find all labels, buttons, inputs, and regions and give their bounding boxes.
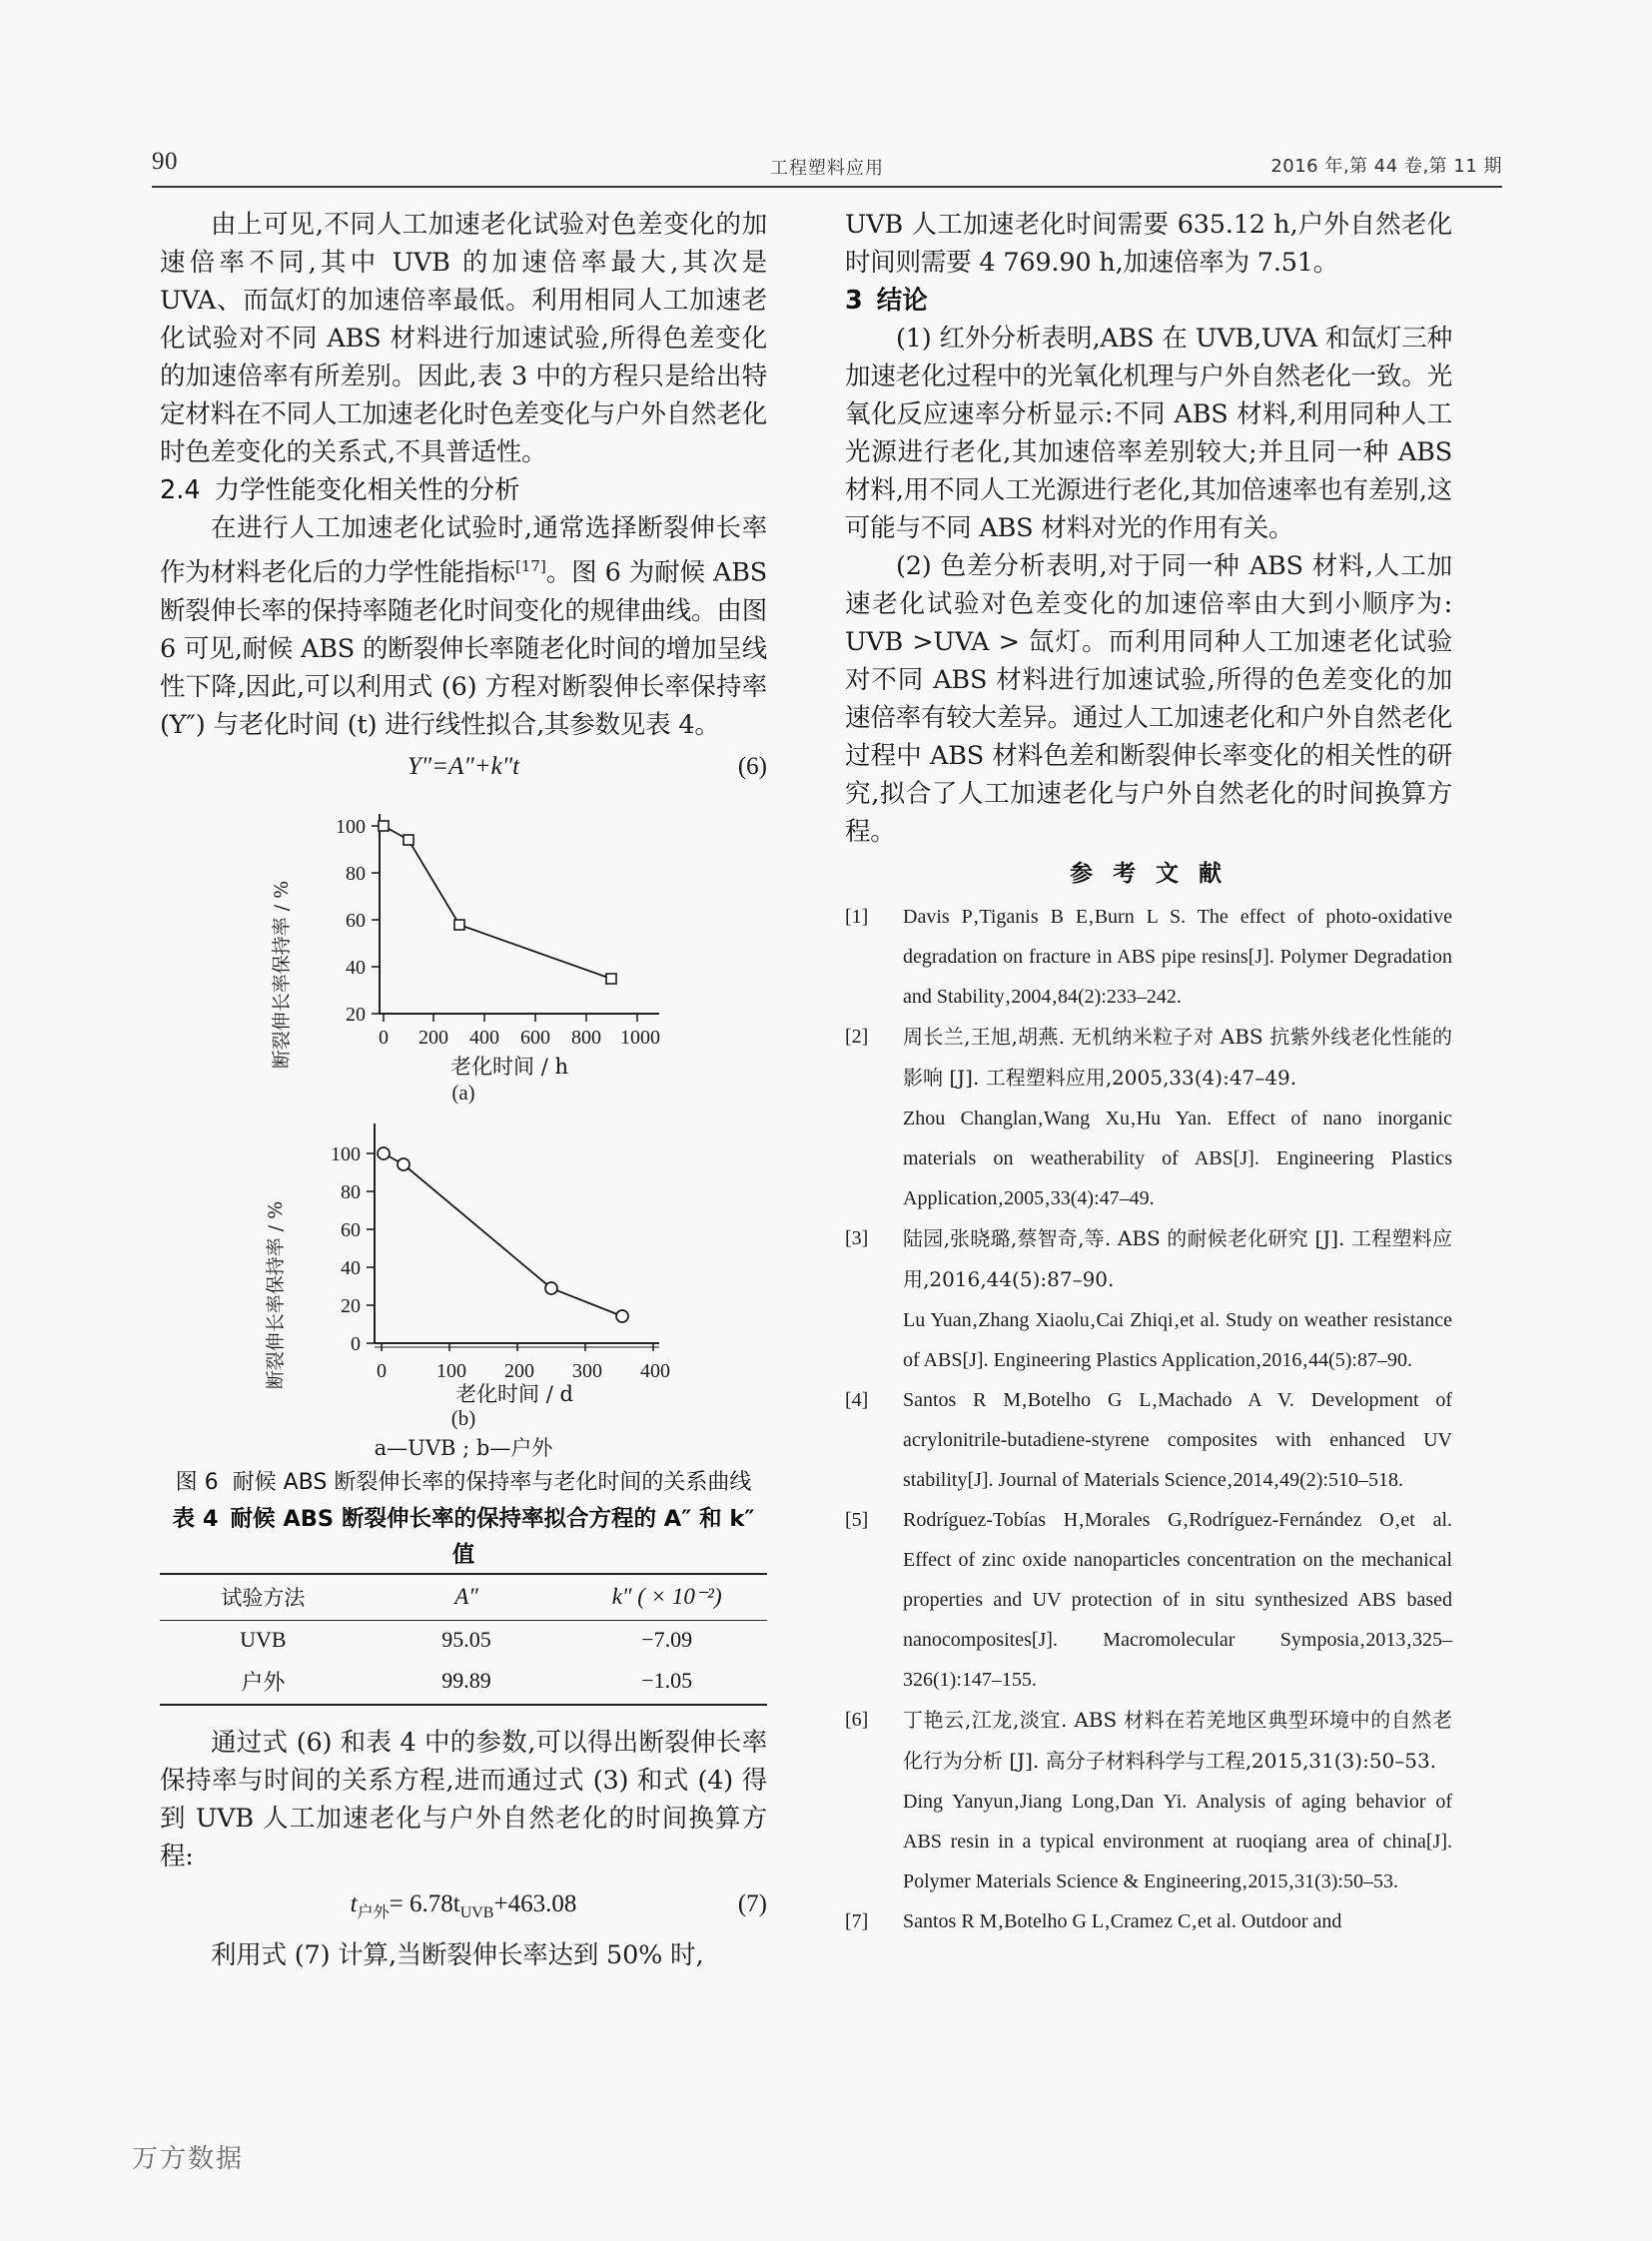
reference-item xyxy=(845,1901,1452,1941)
reference-index: [1] xyxy=(845,906,869,928)
watermark: 万方数据 xyxy=(132,2144,245,2174)
equation-6 xyxy=(160,744,767,790)
table-caption-text: 耐候 ABS 断裂伸长率的保持率拟合方程的 A″ 和 k″ 值 xyxy=(230,1505,755,1568)
svg-text:40: 40 xyxy=(346,956,366,979)
figure-caption-text: 耐候 ABS 断裂伸长率的保持率与老化时间的关系曲线 xyxy=(232,1469,752,1495)
paragraph-1: 由上可见‚不同人工加速老化试验对色差变化的加速倍率不同‚其中 UVB 的加速倍率最大‚其次是 UVA、而氙灯的加速倍率最低。利用相同人工加速老化试验对不同 ABS 材料进行加速试验‚所得色差变化的加速倍率有所差别。因此‚表 3 中的方程只是给出特定材料在不同人工加速老化时色差变化与户外自然老化时色差变化的关系式‚不具普适性。 xyxy=(160,210,767,467)
page-number: 90 xyxy=(152,148,178,175)
table-row xyxy=(160,1660,767,1705)
paragraph-2 xyxy=(160,509,767,744)
reference-text: Santos R M‚Botelho G L‚Machado A V. Development of acrylonitrile-butadiene-styrene composites with enhanced UV stability[J]. Journal of Materials Science‚2014‚49(2):510–518. xyxy=(903,1389,1452,1491)
equation-7 xyxy=(160,1881,767,1936)
chart-b-xlabel: 老化时间 / d xyxy=(455,1381,573,1405)
table-head xyxy=(160,1574,767,1621)
col-header-method: 试验方法 xyxy=(221,1585,306,1610)
cell-method: 户外 xyxy=(241,1669,286,1695)
paragraph-3: 通过式 (6) 和表 4 中的参数‚可以得出断裂伸长率保持率与时间的关系方程‚进而通过式 (3) 和式 (4) 得到 UVB 人工加速老化与户外自然老化的时间换算方程: xyxy=(160,1727,767,1871)
section-title: 结论 xyxy=(876,286,928,316)
reference-item xyxy=(845,1218,1452,1300)
paragraph-2-part-a: 在进行人工加速老化试验时‚通常选择断裂伸长率作为材料老化后的力学性能指标 xyxy=(160,513,767,588)
journal-title: 工程塑料应用 xyxy=(770,158,884,179)
figure-6 xyxy=(160,790,767,1501)
section-number: 2.4 xyxy=(160,475,201,505)
reference-item xyxy=(845,897,1452,1017)
svg-text:400: 400 xyxy=(640,1359,670,1382)
table-body xyxy=(160,1620,767,1705)
reference-index: [7] xyxy=(845,1910,869,1932)
paragraph-2: (1) 红外分析表明‚ABS 在 UVB‚UVA 和氙灯三种加速老化过程中的光氧化机理与户外自然老化一致。光氧化反应速率分析显示:不同 ABS 材料‚利用同种人工光源进行老化‚其加速倍率差别较大;并且同一种 ABS 材料‚用不同人工光源进行老化‚其加倍速率也有差别‚这可能与不同 ABS 材料对光的作用有关。 xyxy=(845,324,1452,543)
table-label: 表 4 xyxy=(172,1505,219,1532)
reference-index: [6] xyxy=(845,1709,869,1731)
chart-b-svg xyxy=(160,1106,767,1405)
svg-text:80: 80 xyxy=(341,1180,361,1203)
section-heading-2-4 xyxy=(160,471,767,509)
svg-text:60: 60 xyxy=(346,909,366,932)
reference-text: Davis P‚Tiganis B E‚Burn L S. The effect of photo-oxidative degradation on fracture in ABS pipe resins[J]. Polymer Degradation and Stability‚2004‚84(2):233–242. xyxy=(903,906,1452,1008)
reference-text: Ding Yanyun‚Jiang Long‚Dan Yi. Analysis of aging behavior of ABS resin in a typical environment at ruoqiang area of china[J]. Polymer Materials Science & Engineering‚2015‚31(3):50–53. xyxy=(903,1791,1452,1892)
svg-text:20: 20 xyxy=(346,1003,366,1026)
citation-marker: [17] xyxy=(514,557,546,575)
reference-item xyxy=(845,1017,1452,1099)
equation-6-body: Y″=A″+k″t xyxy=(407,752,520,780)
reference-text: 丁艳云‚江龙‚淡宜. ABS 材料在若羌地区典型环境中的自然老化行为分析 [J]. 高分子材料科学与工程‚2015‚31(3):50–53. xyxy=(903,1708,1452,1773)
chart-b-ylabel: 断裂伸长率保持率 / % xyxy=(265,1200,287,1389)
equation-7-lhs-sub: 户外 xyxy=(357,1903,390,1921)
table-4 xyxy=(160,1573,767,1706)
reference-item xyxy=(845,1500,1452,1700)
reference-item xyxy=(845,1300,1452,1380)
section-title: 力学性能变化相关性的分析 xyxy=(214,475,520,505)
table-caption xyxy=(160,1501,767,1573)
section-heading-3 xyxy=(845,282,1452,320)
chart-b-series-line xyxy=(384,1153,622,1316)
reference-text: 周长兰‚王旭‚胡燕. 无机纳米粒子对 ABS 抗紫外线老化性能的影响 [J]. 工程塑料应用‚2005‚33(4):47–49. xyxy=(903,1025,1452,1090)
svg-text:100: 100 xyxy=(331,1142,361,1165)
reference-text: 陆园‚张晓璐‚蔡智奇‚等. ABS 的耐候老化研究 [J]. 工程塑料应用‚2016‚44(5):87–90. xyxy=(903,1226,1452,1291)
chart-a-xlabel: 老化时间 / h xyxy=(450,1054,568,1079)
chart-b xyxy=(160,1106,767,1405)
equation-6-tag: (6) xyxy=(737,752,767,780)
svg-text:0: 0 xyxy=(351,1332,361,1355)
col-header-a: A″ xyxy=(454,1583,478,1609)
paragraph-4: 利用式 (7) 计算‚当断裂伸长率达到 50% 时‚ xyxy=(211,1939,704,1970)
svg-text:400: 400 xyxy=(469,1026,499,1049)
svg-text:60: 60 xyxy=(341,1218,361,1241)
svg-text:800: 800 xyxy=(571,1026,601,1049)
svg-text:100: 100 xyxy=(436,1359,466,1382)
paragraph-2-part-b: 。图 6 为耐候 ABS 断裂伸长率的保持率随老化时间变化的规律曲线。由图 6 可见‚耐候 ABS 的断裂伸长率随老化时间的增加呈线性下降‚因此‚可以利用式 (6) 方程对断裂伸长率保持率 (Y″) 与老化时间 (t) 进行线性拟合‚其参数见表 4。 xyxy=(160,557,768,740)
section-number: 3 xyxy=(845,286,863,316)
chart-b-subcaption: (b) xyxy=(450,1405,476,1430)
svg-text:200: 200 xyxy=(418,1026,448,1049)
table-header-row xyxy=(160,1574,767,1621)
right-column xyxy=(845,206,1452,1941)
cell-k: −7.09 xyxy=(641,1626,693,1652)
left-column xyxy=(160,206,767,1974)
svg-text:20: 20 xyxy=(341,1294,361,1317)
svg-text:40: 40 xyxy=(341,1256,361,1279)
svg-text:1000: 1000 xyxy=(620,1026,660,1049)
cell-k: −1.05 xyxy=(641,1668,693,1693)
equation-7-tag: (7) xyxy=(737,1889,767,1917)
reference-item xyxy=(845,1700,1452,1782)
equation-7-lhs: t xyxy=(350,1889,358,1917)
issue-info: 2016 年‚第 44 卷‚第 11 期 xyxy=(1270,156,1502,177)
equation-7-rhs-sub: UVB xyxy=(459,1903,494,1921)
references-heading: 参 考 文 献 xyxy=(1069,861,1229,887)
chart-a-ylabel: 断裂伸长率保持率 / % xyxy=(271,880,293,1069)
reference-index: [3] xyxy=(845,1227,869,1249)
running-head xyxy=(152,148,1502,184)
chart-a-svg xyxy=(160,790,767,1080)
reference-text: Zhou Changlan‚Wang Xu‚Hu Yan. Effect of nano inorganic materials on weatherability of ABS[J]. Engineering Plastics Application‚2005‚33(4):47–49. xyxy=(903,1108,1452,1209)
reference-index: [2] xyxy=(845,1026,869,1048)
svg-text:0: 0 xyxy=(379,1026,389,1049)
figure-label: 图 6 xyxy=(175,1469,219,1495)
chart-a-series-line xyxy=(384,826,611,979)
reference-index: [5] xyxy=(845,1509,869,1531)
svg-text:200: 200 xyxy=(504,1359,534,1382)
svg-text:300: 300 xyxy=(572,1359,602,1382)
header-rule xyxy=(152,186,1502,188)
paragraph-3: (2) 色差分析表明‚对于同一种 ABS 材料‚人工加速老化试验对色差变化的加速倍率由大到小顺序为: UVB >UVA > 氙灯。而利用同种人工加速老化试验对不同 ABS 材料进行加速试验‚所得的色差变化的加速倍率有较大差异。通过人工加速老化和户外自然老化过程中 ABS 材料色差和断裂伸长率变化的相关性的研究‚拟合了人工加速老化与户外自然老化的时间换算方程。 xyxy=(845,551,1452,847)
figure-legend: a—UVB ; b—户外 xyxy=(374,1435,553,1460)
equation-7-rhs-end: +463.08 xyxy=(493,1889,577,1917)
reference-text: Rodríguez-Tobías H‚Morales G‚Rodríguez-Fernández O‚et al. Effect of zinc oxide nanoparticles concentration on the mechanical properties and UV protection of in situ synthesized ABS based nanocomposites[J]. Macromolecular Symposia‚2013‚325–326(1):147–155. xyxy=(903,1509,1452,1691)
chart-a-subcaption: (a) xyxy=(451,1080,475,1105)
svg-text:0: 0 xyxy=(377,1359,387,1382)
equation-7-rhs-op: = 6.78t xyxy=(389,1889,460,1917)
col-header-k: k″ ( × 10⁻²) xyxy=(611,1583,722,1609)
cell-method: UVB xyxy=(240,1626,287,1652)
svg-text:600: 600 xyxy=(520,1026,550,1049)
table-row xyxy=(160,1620,767,1660)
reference-text: Lu Yuan‚Zhang Xiaolu‚Cai Zhiqi‚et al. Study on weather resistance of ABS[J]. Engineering Plastics Application‚2016‚44(5):87–90. xyxy=(903,1309,1452,1371)
reference-item xyxy=(845,1380,1452,1500)
cell-a: 95.05 xyxy=(441,1626,491,1652)
reference-index: [4] xyxy=(845,1389,869,1411)
chart-a-markers xyxy=(379,821,616,984)
chart-a xyxy=(160,790,767,1080)
paragraph-1: UVB 人工加速老化时间需要 635.12 h‚户外自然老化时间则需要 4 769.90 h‚加速倍率为 7.51。 xyxy=(845,210,1452,278)
figure-caption xyxy=(160,1465,767,1501)
reference-item xyxy=(845,1099,1452,1218)
reference-text: Santos R M‚Botelho G L‚Cramez C‚et al. Outdoor and xyxy=(903,1910,1342,1932)
svg-text:80: 80 xyxy=(346,862,366,885)
reference-item xyxy=(845,1782,1452,1901)
svg-text:100: 100 xyxy=(336,815,366,838)
cell-a: 99.89 xyxy=(441,1668,491,1693)
